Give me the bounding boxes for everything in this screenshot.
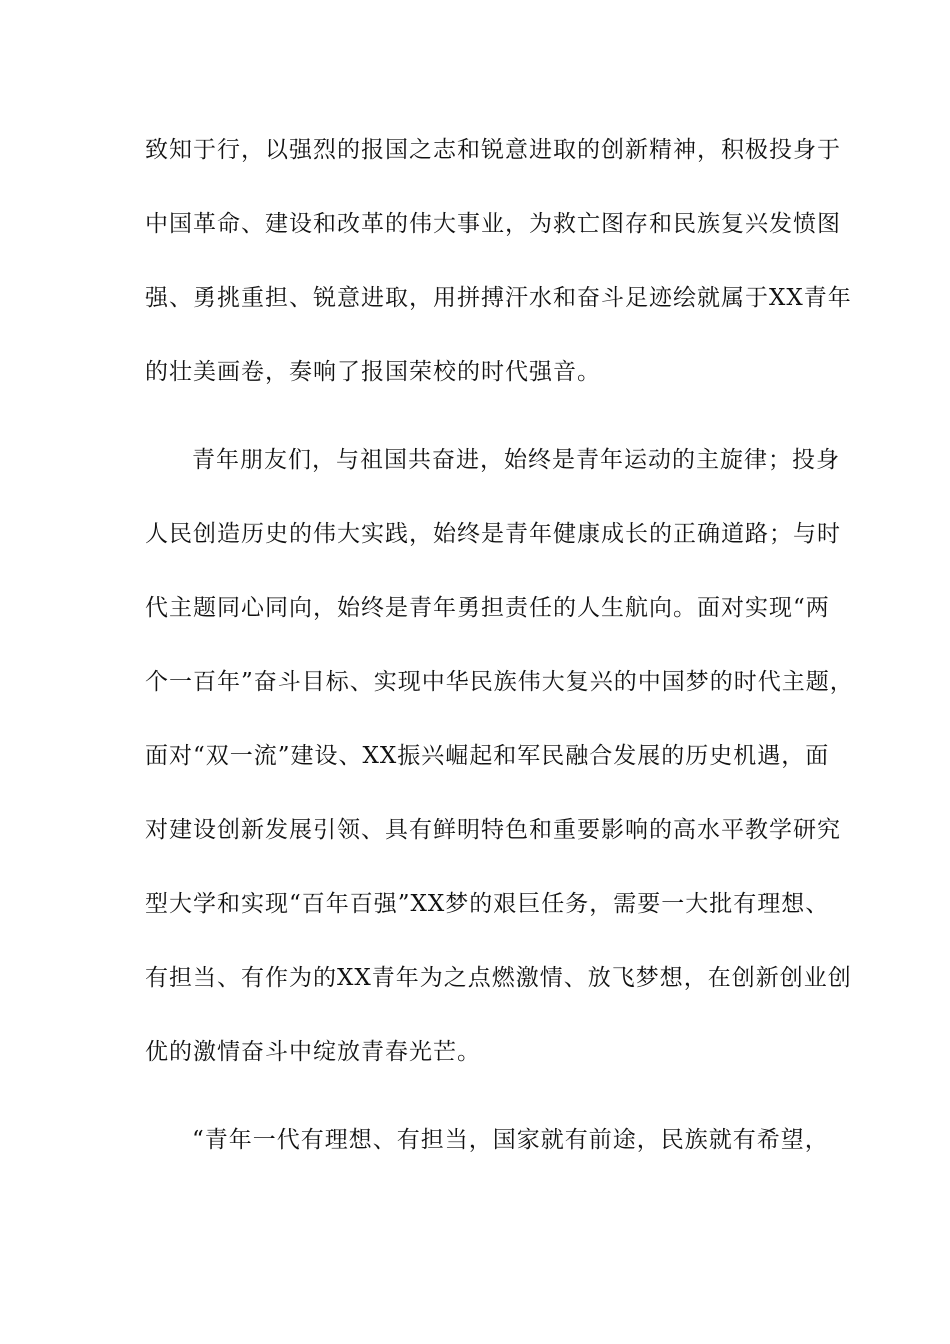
text-line-12: 有担当、有作为的XX青年为之点燃激情、放飞梦想，在创新创业创	[145, 965, 852, 991]
text-line-6: 人民创造历史的伟大实践，始终是青年健康成长的正确道路；与时	[145, 521, 841, 547]
text-line-1: 致知于行，以强烈的报国之志和锐意进取的创新精神，积极投身于	[145, 137, 841, 163]
text-line-3: 强、勇挑重担、锐意进取，用拼搏汗水和奋斗足迹绘就属于XX青年	[145, 285, 852, 311]
text-line-9: 面对“双一流”建设、XX振兴崛起和军民融合发展的历史机遇，面	[145, 743, 830, 769]
text-line-2: 中国革命、建设和改革的伟大事业，为救亡图存和民族复兴发愤图	[145, 211, 841, 237]
text-line-13: 优的激情奋斗中绽放青春光芒。	[145, 1039, 481, 1065]
text-line-7: 代主题同心同向，始终是青年勇担责任的人生航向。面对实现“两	[145, 595, 830, 621]
paragraph-3-first-line: “青年一代有理想、有担当，国家就有前途，民族就有希望，	[192, 1127, 829, 1153]
text-line-11: 型大学和实现“百年百强”XX梦的艰巨任务，需要一大批有理想、	[145, 891, 830, 917]
paragraph-2-first-line: 青年朋友们，与祖国共奋进，始终是青年运动的主旋律；投身	[192, 447, 840, 473]
text-line-10: 对建设创新发展引领、具有鲜明特色和重要影响的高水平教学研究	[145, 817, 841, 843]
text-line-4: 的壮美画卷，奏响了报国荣校的时代强音。	[145, 359, 601, 385]
text-line-8: 个一百年”奋斗目标、实现中华民族伟大复兴的中国梦的时代主题，	[145, 669, 854, 695]
